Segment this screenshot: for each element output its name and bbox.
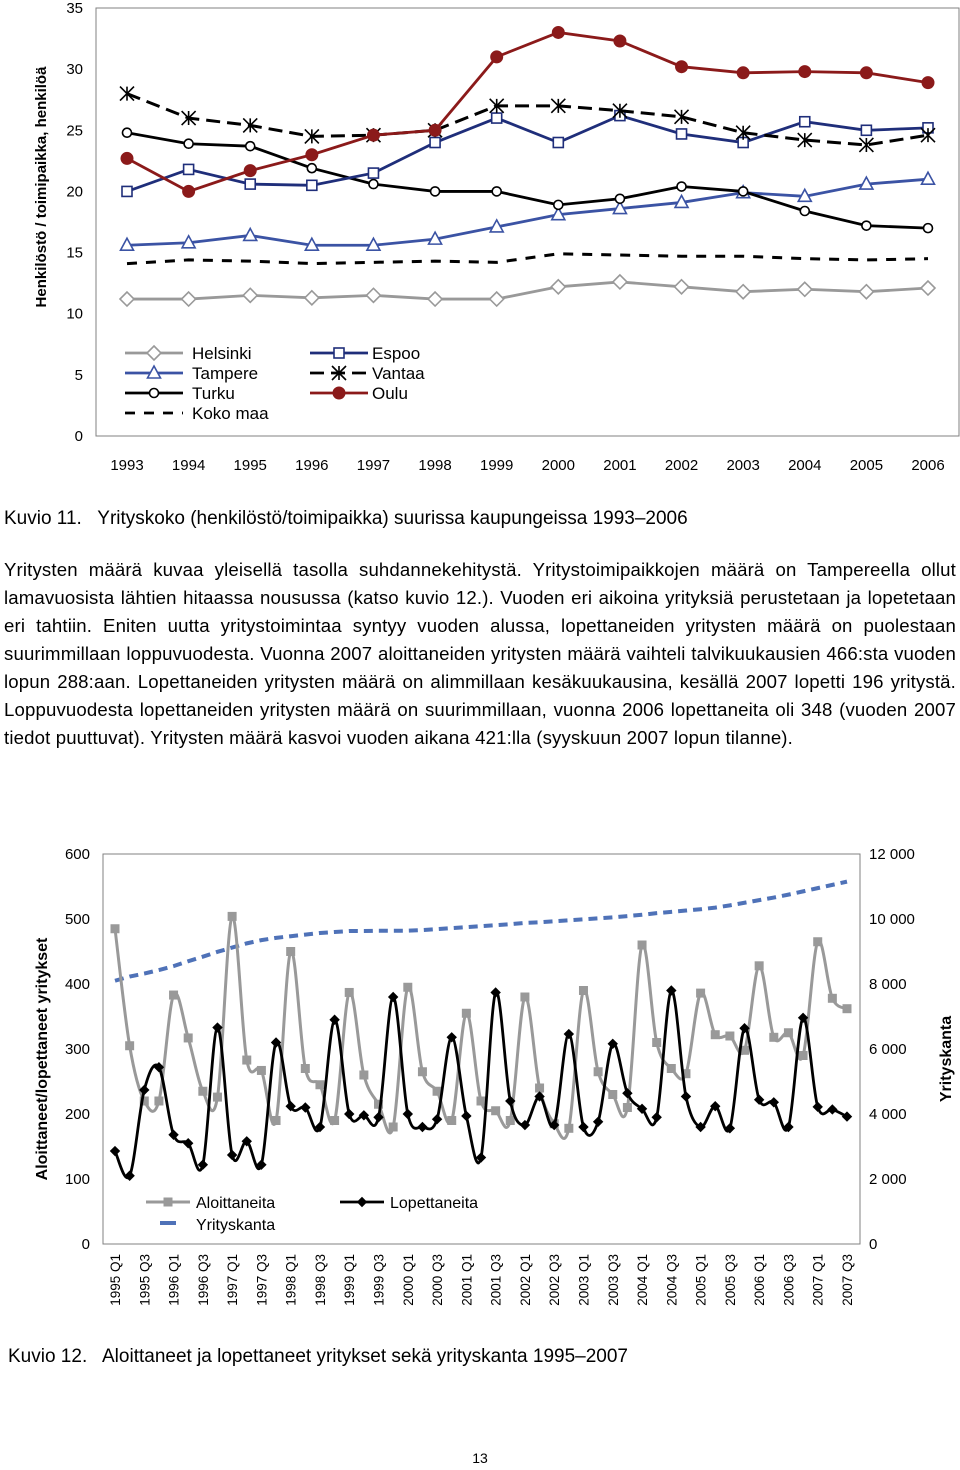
data-point	[726, 1032, 734, 1040]
legend-label: Helsinki	[192, 344, 252, 363]
legend-marker	[150, 389, 159, 398]
data-point	[521, 993, 529, 1001]
data-point	[491, 51, 503, 63]
legend-label: Yrityskanta	[196, 1217, 276, 1234]
data-point	[155, 1097, 163, 1105]
y-tick-label: 20	[66, 183, 83, 201]
data-point	[737, 67, 749, 79]
legend-label: Tampere	[192, 364, 259, 383]
legend-label: Espoo	[372, 344, 421, 363]
data-point	[111, 925, 119, 933]
y-tick-label: 10	[66, 305, 83, 323]
data-point	[199, 1087, 207, 1095]
data-point	[492, 1107, 500, 1115]
x-tick-label: 2001	[603, 457, 637, 474]
data-point	[739, 187, 748, 196]
x-tick-label: 2004	[788, 457, 822, 474]
y-tick-label: 400	[64, 976, 90, 993]
data-point	[477, 1097, 485, 1105]
figure-12-caption: Kuvio 12. Aloittaneet ja lopettaneet yritykset sekä yrityskanta 1995–2007	[8, 1346, 628, 1367]
data-point	[615, 194, 624, 203]
data-point	[368, 168, 378, 178]
data-point	[245, 179, 255, 189]
y-tick-label: 500	[64, 911, 90, 928]
x-tick-label: 1998	[418, 457, 452, 474]
data-point	[431, 187, 440, 196]
data-point	[784, 1029, 792, 1037]
legend-marker	[164, 1198, 172, 1206]
x-tick-label: 1998 Q1	[283, 1254, 299, 1306]
data-point	[922, 77, 934, 89]
data-point	[184, 1034, 192, 1042]
data-point	[244, 165, 256, 177]
x-tick-label: 2006	[911, 457, 945, 474]
data-point	[492, 187, 501, 196]
data-point	[448, 1117, 456, 1125]
data-point	[554, 200, 563, 209]
data-point	[614, 35, 626, 47]
data-point	[677, 129, 687, 139]
body-paragraph: Yritysten määrä kuvaa yleisellä tasolla suhdannekehitystä. Yritystoimipaikkojen määrä on Tampereella ollut lamavuosista lähtien hitaassa nousussa (katso kuvio 12.). Vuoden eri aikoina yrityksiä perustetaan ja lopetetaan eri tahtiin. Eniten uutta yritystoimintaa syntyy vuoden alussa, lopettaneiden yritysten määrä on puolestaan suurimmillaan loppuvuodesta. Vuonna 2007 aloittaneiden yritysten määrä vaihteli talvikuukausien 466:sta vuoden lopun 288:aan. Lopettaneiden yritysten määrä on alimmillaan kesäkuukausina, kesällä 2007 lopetti 196 yritystä. Loppuvuodesta lopettaneiden yritysten määrä on suurimmillaan, vuonna 2006 lopettaneita oli 348 (vuoden 2007 tiedot puuttuvat). Yritysten määrä kasvoi vuoden aikana 421:lla (syyskuun 2007 lopun tilanne).	[4, 559, 956, 748]
data-point	[609, 1091, 617, 1099]
x-tick-label: 2000 Q1	[400, 1254, 416, 1306]
data-point	[243, 1056, 251, 1064]
data-point	[770, 1033, 778, 1041]
x-tick-label: 1999	[480, 457, 514, 474]
x-tick-label: 2006 Q3	[781, 1254, 797, 1306]
x-tick-label: 2002	[664, 457, 699, 474]
y-tick-label: 30	[66, 61, 83, 79]
chart-founded-closed-companies	[0, 830, 960, 1340]
y-tick-label: 12 000	[869, 846, 915, 863]
data-point	[307, 164, 316, 173]
data-point	[331, 1117, 339, 1125]
data-point	[170, 991, 178, 999]
x-tick-label: 2002 Q3	[547, 1254, 563, 1306]
data-point	[667, 1065, 675, 1073]
x-tick-label: 2001 Q3	[488, 1254, 504, 1306]
page-number: 13	[472, 1450, 488, 1466]
x-tick-label: 2003 Q3	[605, 1254, 621, 1306]
legend-label: Aloittaneita	[196, 1195, 276, 1212]
y-axis	[66, 0, 83, 445]
x-tick-label: 1994	[171, 457, 206, 474]
x-tick-label: 1998 Q3	[312, 1254, 328, 1306]
data-point	[184, 164, 194, 174]
data-point	[828, 994, 836, 1002]
data-point	[306, 149, 318, 161]
legend-label: Oulu	[372, 384, 408, 403]
data-point	[122, 186, 132, 196]
legend-label: Turku	[192, 384, 235, 403]
data-point	[429, 124, 441, 136]
data-point	[123, 128, 132, 137]
y-tick-label: 0	[869, 1236, 878, 1253]
y-axis-title-left: Aloittaneet/lopettaneet yritykset	[34, 937, 51, 1181]
y-axis-title: Henkilöstö / toimipaikka, henkilöä	[33, 66, 50, 308]
x-tick-label: 2003 Q1	[576, 1254, 592, 1306]
x-axis	[108, 1254, 855, 1306]
x-tick-label: 1996 Q1	[166, 1254, 182, 1306]
x-tick-label: 2007 Q1	[810, 1254, 826, 1306]
data-point	[536, 1084, 544, 1092]
y-tick-label: 600	[64, 846, 90, 863]
data-point	[316, 1081, 324, 1089]
data-point	[653, 1039, 661, 1047]
y-tick-label: 0	[81, 1236, 90, 1253]
data-point	[367, 129, 379, 141]
x-tick-label: 2007 Q3	[840, 1254, 855, 1306]
y-axis-title-right: Yrityskanta	[938, 1015, 955, 1103]
x-tick-label: 1995 Q3	[137, 1254, 153, 1306]
data-point	[257, 1066, 265, 1074]
x-tick-label: 2005	[849, 457, 884, 474]
data-point	[553, 138, 563, 148]
x-tick-label: 2004 Q3	[664, 1254, 680, 1306]
data-point	[389, 1123, 397, 1131]
data-point	[861, 125, 871, 135]
x-tick-label: 1993	[110, 457, 144, 474]
data-point	[565, 1124, 573, 1132]
data-point	[213, 1093, 221, 1101]
y-tick-label: 5	[74, 366, 83, 384]
data-point	[462, 1009, 470, 1017]
data-point	[623, 1104, 631, 1112]
y-tick-label: 300	[64, 1041, 90, 1058]
x-tick-label: 2002 Q1	[517, 1254, 533, 1306]
x-axis	[110, 457, 944, 474]
legend-label: Koko maa	[192, 404, 269, 423]
data-point	[360, 1071, 368, 1079]
data-point	[814, 938, 822, 946]
x-tick-label: 1999 Q3	[371, 1254, 387, 1306]
data-point	[301, 1065, 309, 1073]
data-point	[369, 180, 378, 189]
x-tick-label: 1997 Q3	[254, 1254, 270, 1306]
y-tick-label: 15	[66, 244, 83, 262]
data-point	[755, 962, 763, 970]
x-tick-label: 1997	[356, 457, 391, 474]
data-point	[799, 66, 811, 78]
data-point	[126, 1042, 134, 1050]
data-point	[579, 987, 587, 995]
y-tick-label: 2 000	[869, 1171, 907, 1188]
x-tick-label: 2000 Q3	[430, 1254, 446, 1306]
x-tick-label: 2004 Q1	[635, 1254, 651, 1306]
x-tick-label: 2005 Q1	[693, 1254, 709, 1306]
data-point	[506, 1117, 514, 1125]
legend-label: Lopettaneita	[390, 1195, 479, 1212]
y-tick-label: 200	[64, 1106, 90, 1123]
data-point	[307, 180, 317, 190]
y-tick-label: 4 000	[869, 1106, 907, 1123]
data-point	[711, 1031, 719, 1039]
data-point	[676, 61, 688, 73]
data-point	[862, 221, 871, 230]
data-point	[800, 117, 810, 127]
y-axis-left	[65, 846, 90, 1253]
data-point	[860, 67, 872, 79]
y-tick-label: 100	[64, 1171, 90, 1188]
y-tick-label: 8 000	[869, 976, 907, 993]
data-point	[697, 989, 705, 997]
x-tick-label: 1997 Q1	[225, 1254, 241, 1306]
chart-company-size	[0, 0, 960, 490]
x-tick-label: 2003	[726, 457, 760, 474]
data-point	[121, 152, 133, 164]
data-point	[800, 206, 809, 215]
y-tick-label: 10 000	[869, 911, 915, 928]
data-point	[430, 138, 440, 148]
x-tick-label: 2000	[541, 457, 575, 474]
data-point	[418, 1068, 426, 1076]
legend-label: Vantaa	[372, 364, 425, 383]
data-point	[677, 182, 686, 191]
data-point	[287, 948, 295, 956]
x-tick-label: 2006 Q1	[752, 1254, 768, 1306]
figure-11-caption: Kuvio 11. Yrityskoko (henkilöstö/toimipaikka) suurissa kaupungeissa 1993–2006	[4, 508, 688, 529]
legend-marker	[334, 348, 344, 358]
x-tick-label: 1999 Q1	[342, 1254, 358, 1306]
y-axis-right	[869, 846, 915, 1253]
y-tick-label: 35	[66, 0, 83, 17]
data-point	[345, 988, 353, 996]
data-point	[638, 941, 646, 949]
x-tick-label: 1995 Q1	[108, 1254, 123, 1306]
data-point	[552, 26, 564, 38]
data-point	[433, 1087, 441, 1095]
data-point	[924, 224, 933, 233]
x-tick-label: 1996	[295, 457, 329, 474]
data-point	[246, 142, 255, 151]
x-tick-label: 1996 Q3	[195, 1254, 211, 1306]
data-point	[843, 1005, 851, 1013]
x-tick-label: 2005 Q3	[722, 1254, 738, 1306]
legend-marker	[333, 387, 345, 399]
y-tick-label: 6 000	[869, 1041, 907, 1058]
x-tick-label: 2001 Q1	[459, 1254, 475, 1306]
data-point	[228, 912, 236, 920]
data-point	[184, 139, 193, 148]
x-tick-label: 1995	[233, 457, 267, 474]
data-point	[799, 1052, 807, 1060]
data-point	[492, 113, 502, 123]
data-point	[183, 185, 195, 197]
data-point	[404, 983, 412, 991]
data-point	[272, 1117, 280, 1125]
y-tick-label: 0	[74, 428, 83, 445]
data-point	[594, 1068, 602, 1076]
y-tick-label: 25	[66, 122, 83, 140]
